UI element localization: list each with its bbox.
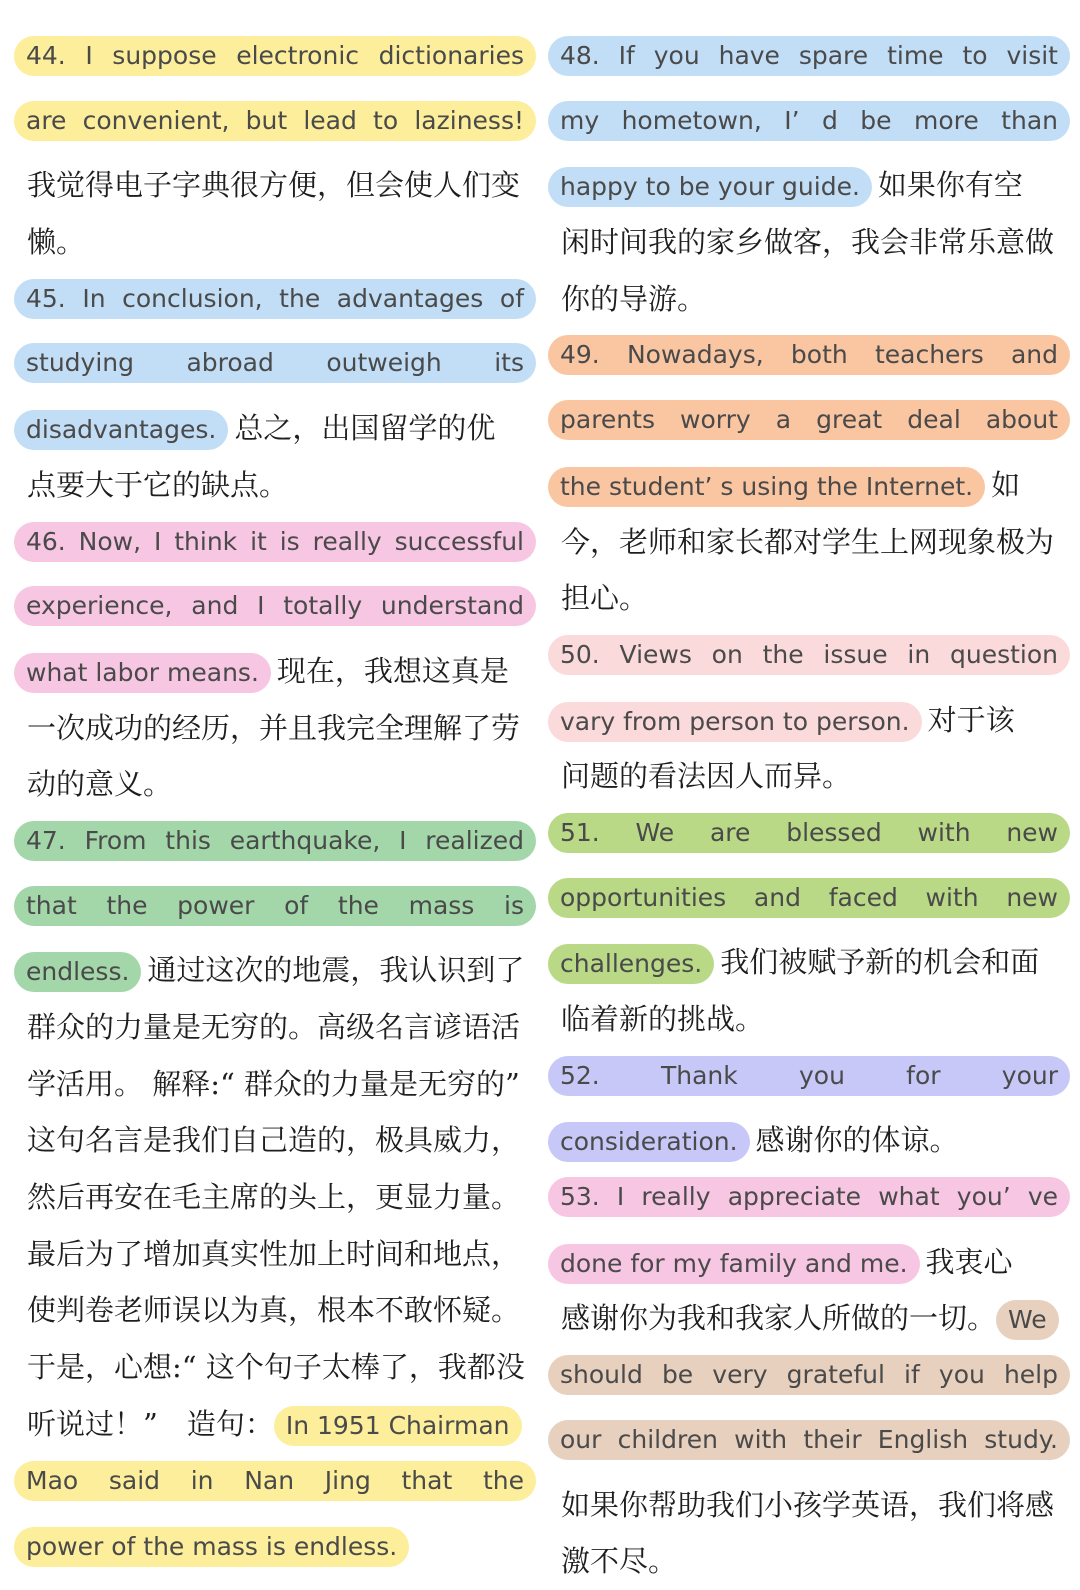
extra-sentence-english: should be very grateful if you help: [548, 1355, 1070, 1395]
sentence-48-chinese: 你的导游。: [561, 281, 707, 316]
right-column: [548, 28, 1070, 1590]
sentence-51-chinese: 我们被赋予新的机会和面: [720, 945, 1040, 980]
sentence-46-line-1: [14, 522, 536, 579]
sentence-49-line-2: [548, 400, 1070, 457]
sentence-46-line-2: [14, 586, 536, 643]
sentence-50-chinese: 问题的看法因人而异。: [561, 759, 852, 794]
sentence-47-line-3: [14, 942, 536, 999]
sentence-48-line-3: [548, 157, 1070, 214]
sentence-48-english: 48. If you have spare time to visit: [548, 36, 1070, 76]
sentence-47-chinese: 然后再安在毛主席的头上，更显力量。: [27, 1180, 521, 1215]
sentence-47-chinese: 群众的力量是无穷的。高级名言谚语活: [27, 1010, 521, 1044]
sentence-45-chinese: 点要大于它的缺点。: [27, 467, 289, 502]
sentence-51-line-2: [548, 878, 1070, 935]
sentence-49-chinese: 今，老师和家长都对学生上网现象极为: [561, 524, 1055, 559]
sentence-51-english: challenges.: [548, 944, 714, 984]
sentence-53-line-3: [548, 1290, 1070, 1347]
sentence-47-chinese: 听说过！” 造句：: [27, 1406, 274, 1441]
sentence-46-chinese: 动的意义。: [27, 767, 173, 802]
sentence-48-chinese: 闲时间我的家乡做客，我会非常乐意做: [561, 225, 1055, 260]
sentence-53-line-1: [548, 1177, 1070, 1234]
sentence-46-chinese: 一次成功的经历，并且我完全理解了劳: [27, 710, 521, 745]
extra-sentence-chinese: 如果你帮助我们小孩学英语，我们将感: [561, 1487, 1055, 1522]
sentence-48-english: happy to be your guide.: [548, 167, 872, 207]
sentence-47-line-2: [14, 886, 536, 943]
sentence-50-line-1: [548, 635, 1070, 692]
example-sentence-english: In 1951 Chairman: [274, 1406, 522, 1446]
sentence-46-english: experience, and I totally understand: [14, 586, 536, 626]
sentence-44-english: 44. I suppose electronic dictionaries: [14, 36, 536, 76]
sentence-52-line-2: [548, 1112, 1070, 1169]
sentence-51-chinese: 临着新的挑战。: [561, 1002, 765, 1036]
sentence-53-chinese: 感谢你为我和我家人所做的一切。: [561, 1301, 997, 1336]
sentence-51-english: opportunities and faced with new: [548, 878, 1070, 918]
sentence-51-line-1: [548, 813, 1070, 870]
example-sentence-line-2: [14, 1461, 536, 1518]
sentence-44-english: are convenient, but lead to laziness!: [14, 101, 536, 141]
sentence-45-english: studying abroad outweigh its: [14, 343, 536, 383]
sentence-45-chinese: 总之，出国留学的优: [234, 411, 496, 446]
sentence-52-english: consideration.: [548, 1122, 750, 1162]
sentence-53-english: 53. I really appreciate what you’ ve: [548, 1177, 1070, 1217]
sentence-49-english: parents worry a great deal about: [548, 400, 1070, 440]
sentence-50-chinese: 对于该: [927, 702, 1015, 737]
sentence-48-line-2: [548, 101, 1070, 158]
sentence-49-line-1: [548, 335, 1070, 392]
sentence-45-english: 45. In conclusion, the advantages of: [14, 279, 536, 319]
sentence-49-chinese: 如: [991, 467, 1021, 502]
example-sentence-english: power of the mass is endless.: [14, 1527, 409, 1567]
sentence-47-english: 47. From this earthquake, I realized: [14, 821, 536, 861]
sentence-49-english: the student’ s using the Internet.: [548, 467, 985, 507]
sentence-51-english: 51. We are blessed with new: [548, 813, 1070, 853]
sentence-53-line-2: [548, 1234, 1070, 1291]
sentence-50-english: 50. Views on the issue in question: [548, 635, 1070, 675]
sentence-45-line-3: [14, 400, 536, 457]
sentence-48-chinese: 如果你有空: [877, 168, 1023, 203]
sentence-47-english: that the power of the mass is: [14, 886, 536, 926]
sentence-47-chinese: 通过这次的地震，我认识到了: [147, 953, 525, 988]
sentence-47-chinese: 最后为了增加真实性加上时间和地点，: [27, 1236, 521, 1271]
sentence-53-english: done for my family and me.: [548, 1244, 920, 1284]
sentence-45-line-1: [14, 279, 536, 336]
extra-sentence-chinese: 激不尽。: [561, 1544, 678, 1579]
sentence-45-line-2: [14, 343, 536, 400]
sentence-47-chinese: 于是，心想:“ 这个句子太棒了，我都没: [27, 1350, 525, 1385]
sentence-50-line-2: [548, 692, 1070, 749]
example-sentence-english: Mao said in Nan Jing that the: [14, 1461, 536, 1501]
sentence-44-chinese: 懒。: [27, 225, 86, 260]
sentence-44-line-1: [14, 36, 536, 93]
sentence-44-line-2: [14, 101, 536, 158]
example-sentence-line-3: [14, 1517, 536, 1574]
sentence-46-english: what labor means.: [14, 653, 271, 693]
sentence-46-line-3: [14, 643, 536, 700]
extra-sentence-english: our children with their English study.: [548, 1420, 1070, 1460]
sentence-48-english: my hometown, I’ d be more than: [548, 101, 1070, 141]
sentence-52-line-1: [548, 1056, 1070, 1113]
sentence-52-english: 52. Thank you for your: [548, 1056, 1070, 1096]
sentence-47-line-example-start: [14, 1396, 536, 1453]
sentence-49-line-3: [548, 457, 1070, 514]
extra-sentence-line-2: [548, 1355, 1070, 1412]
sentence-52-chinese: 感谢你的体谅。: [755, 1123, 959, 1158]
sentence-49-chinese: 担心。: [561, 581, 649, 616]
sentence-50-english: vary from person to person.: [548, 702, 922, 742]
sentence-47-chinese: 这句名言是我们自己造的，极具威力，: [27, 1123, 521, 1158]
sentence-48-line-1: [548, 36, 1070, 93]
sentence-47-line-1: [14, 821, 536, 878]
extra-sentence-english: We: [996, 1300, 1059, 1340]
sentence-47-english: endless.: [14, 952, 141, 992]
extra-sentence-line-3: [548, 1420, 1070, 1477]
sentence-45-english: disadvantages.: [14, 410, 228, 450]
sentence-47-chinese: 使判卷老师误以为真，根本不敢怀疑。: [27, 1293, 521, 1328]
sentence-51-line-3: [548, 934, 1070, 991]
sentence-47-chinese: 学活用。 解释:“ 群众的力量是无穷的”: [27, 1066, 520, 1101]
sentence-49-english: 49. Nowadays, both teachers and: [548, 335, 1070, 375]
sentence-44-chinese: 我觉得电子字典很方便，但会使人们变: [27, 168, 521, 203]
left-column: [14, 28, 536, 1574]
sentence-46-chinese: 现在，我想这真是: [276, 653, 509, 688]
sentence-53-chinese: 我衷心: [925, 1244, 1013, 1279]
sentence-46-english: 46. Now, I think it is really successful: [14, 522, 536, 562]
